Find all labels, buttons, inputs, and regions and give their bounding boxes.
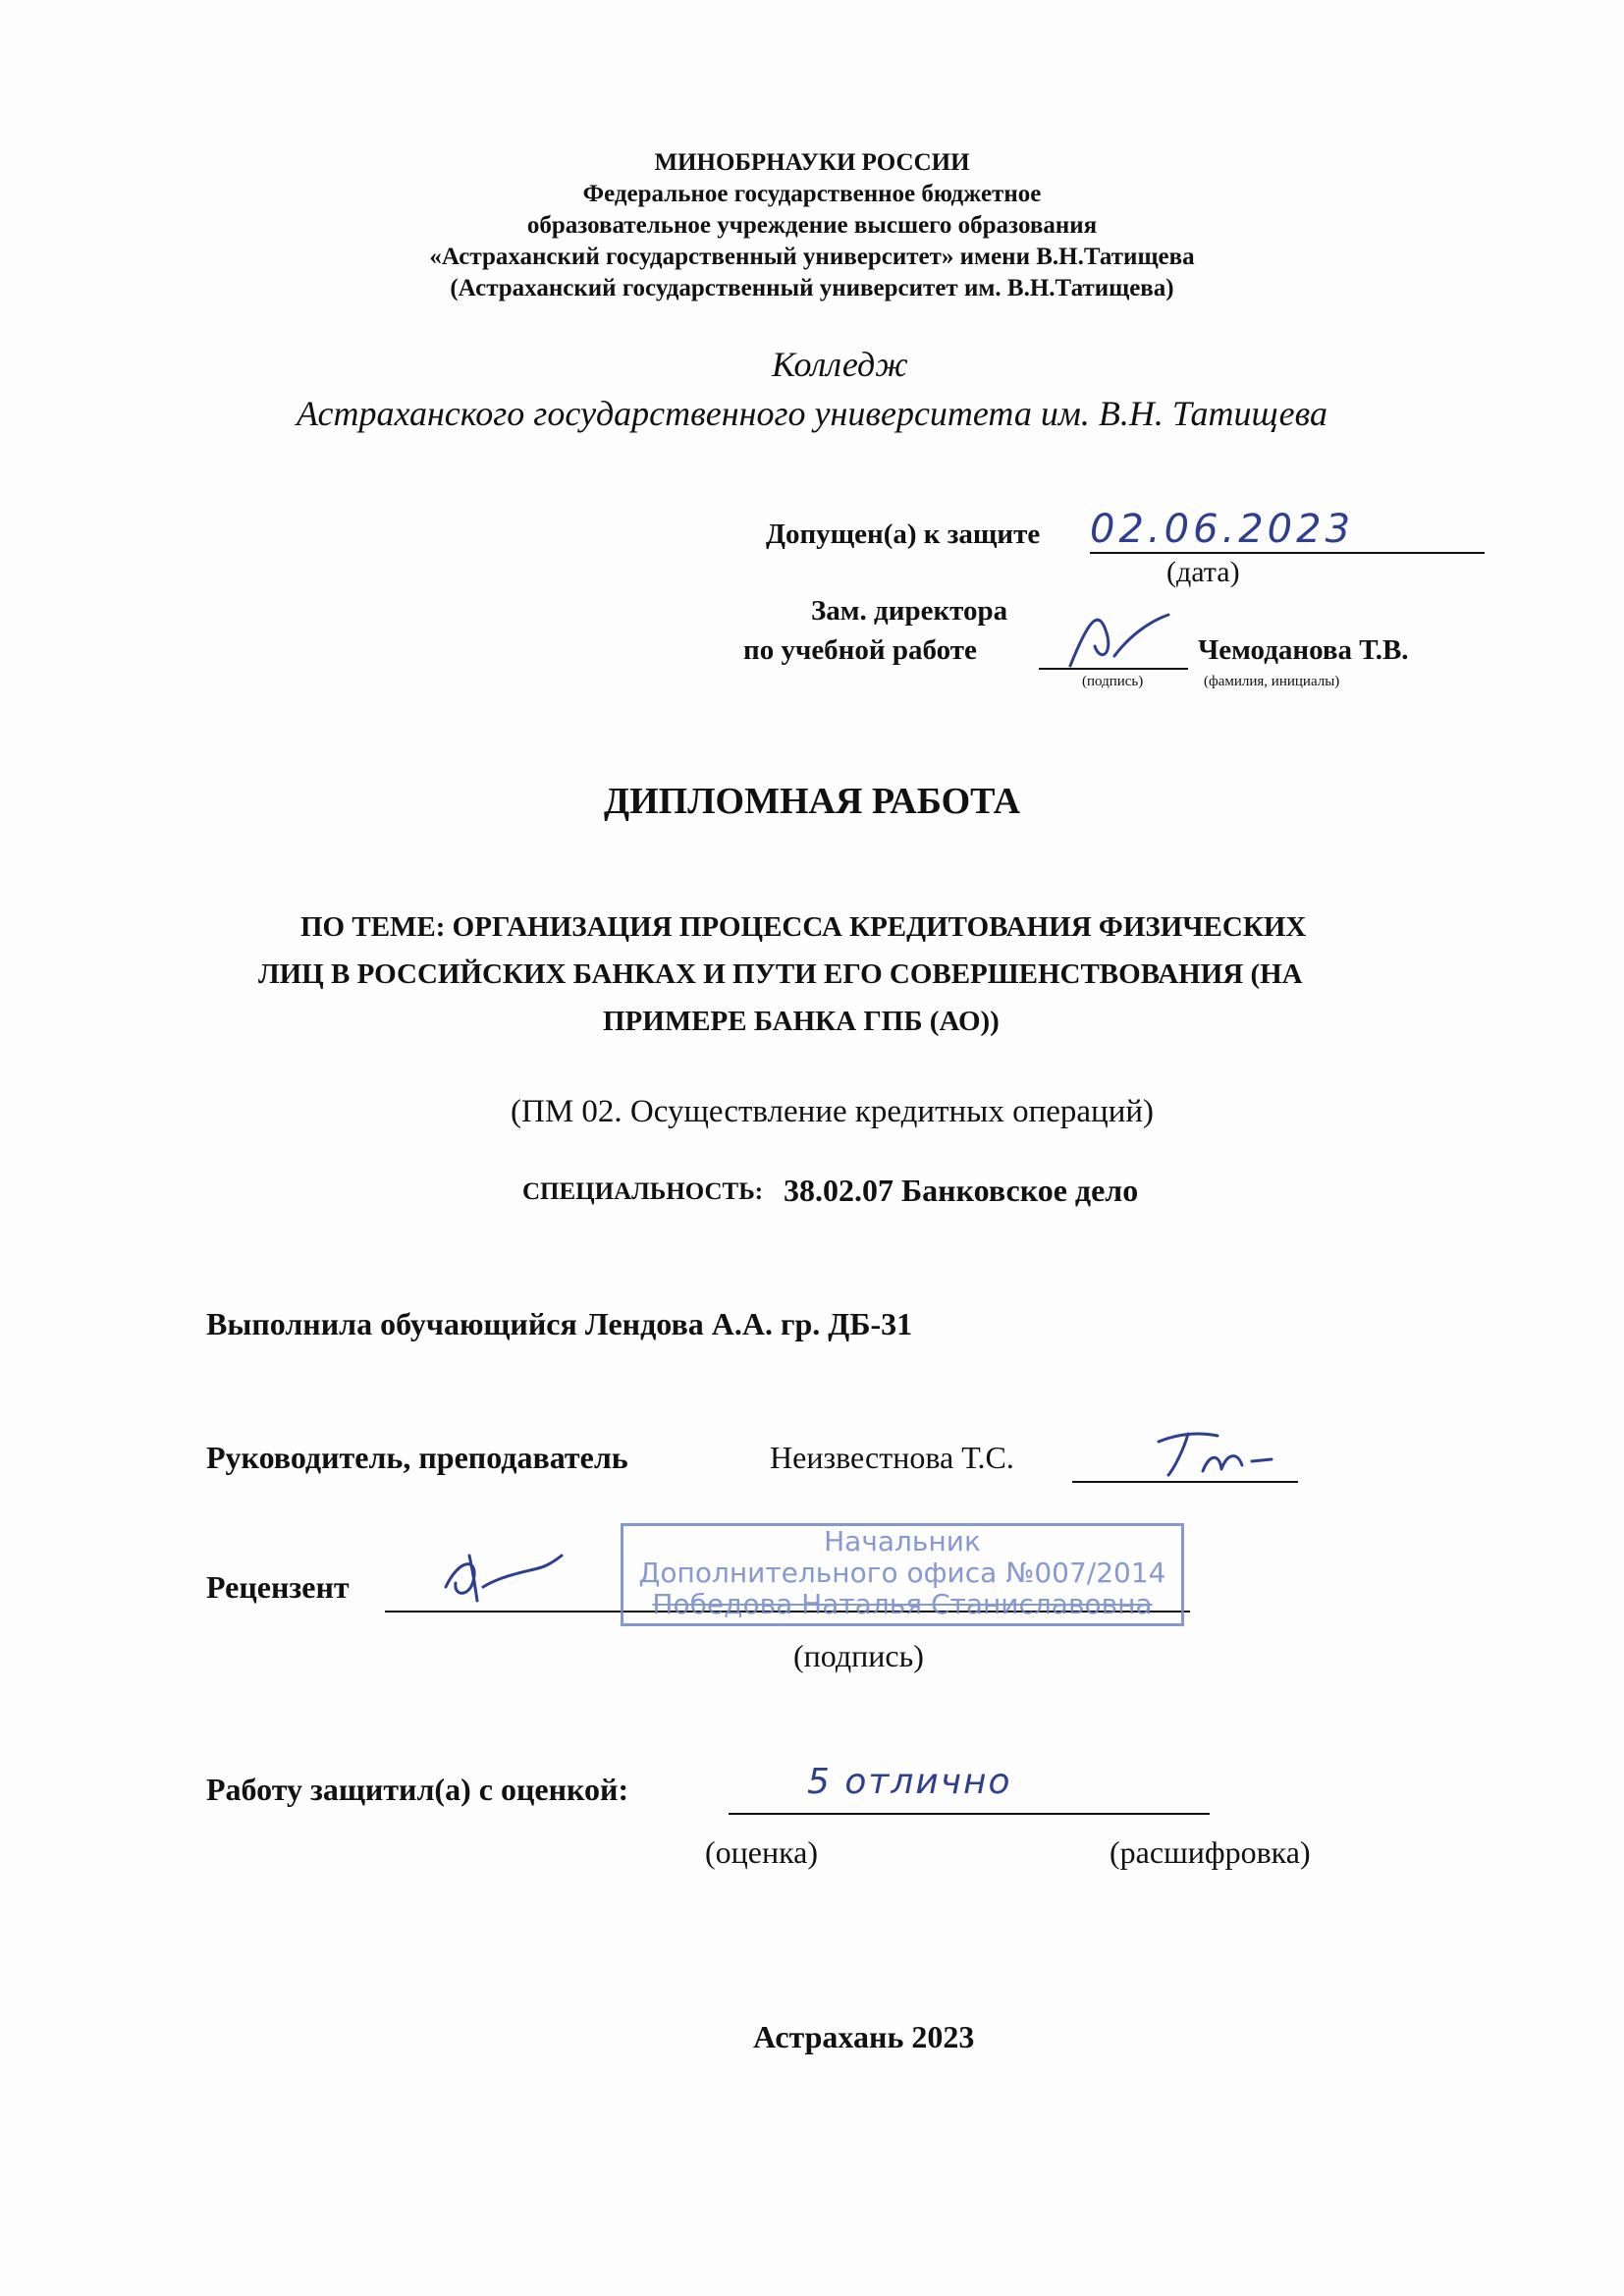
institution-type-line-2: образовательное учреждение высшего образования bbox=[526, 212, 1098, 239]
grade-line bbox=[729, 1813, 1210, 1815]
topic-line3: ПРИМЕРЕ БАНКА ГПБ (АО)) bbox=[603, 1006, 1000, 1037]
grade-caption: (оценка) bbox=[705, 1834, 819, 1870]
grade-handwritten: 5 отлично bbox=[807, 1762, 1012, 1802]
module-name: (ПМ 02. Осуществление кредитных операций) bbox=[511, 1094, 1155, 1129]
stamp-line1: Начальник bbox=[824, 1525, 981, 1558]
performer-line: Выполнила обучающийся Лендова А.А. гр. ДБ-31 bbox=[206, 1306, 913, 1341]
stamp-line3: Победова Наталья Станиславовна bbox=[652, 1588, 1153, 1620]
reviewer-label: Рецензент bbox=[206, 1569, 350, 1605]
reviewer-signature-icon bbox=[440, 1548, 568, 1607]
institution-type-line: Федеральное государственное бюджетное bbox=[582, 181, 1042, 207]
supervisor-label: Руководитель, преподаватель bbox=[206, 1440, 628, 1475]
university-name-line: «Астраханский государственный университет» имени В.Н.Татищева bbox=[429, 244, 1195, 270]
topic-line1: ПО ТЕМЕ: ОРГАНИЗАЦИЯ ПРОЦЕССА КРЕДИТОВАНИЯ ФИЗИЧЕСКИХ bbox=[300, 911, 1307, 943]
deputy-name-caption: (фамилия, инициалы) bbox=[1204, 674, 1340, 689]
deputy-signature-caption: (подпись) bbox=[1082, 674, 1144, 689]
college-label: Колледж bbox=[772, 345, 908, 384]
admission-label: Допущен(а) к защите bbox=[766, 519, 1041, 550]
reviewer-signature-caption: (подпись) bbox=[793, 1638, 924, 1673]
reviewer-stamp bbox=[621, 1523, 1184, 1626]
deputy-title-line1: Зам. директора bbox=[811, 595, 1008, 627]
ministry-line: МИНОБРНАУКИ РОССИИ bbox=[654, 149, 970, 176]
document-title: ДИПЛОМНАЯ РАБОТА bbox=[603, 781, 1021, 822]
grade-label: Работу защитил(а) с оценкой: bbox=[206, 1772, 629, 1807]
college-name: Астраханского государственного университета им. В.Н. Татищева bbox=[297, 394, 1327, 433]
deputy-title-line2: по учебной работе bbox=[743, 634, 977, 666]
deputy-signature-icon bbox=[1060, 607, 1178, 676]
city-year: Астрахань 2023 bbox=[753, 2019, 975, 2054]
supervisor-signature-icon bbox=[1149, 1424, 1276, 1483]
admission-date-caption: (дата) bbox=[1166, 556, 1240, 588]
topic-line2: ЛИЦ В РОССИЙСКИХ БАНКАХ И ПУТИ ЕГО СОВЕРШЕНСТВОВАНИЯ (НА bbox=[258, 958, 1303, 990]
university-short-name-line: (Астраханский государственный университет им. В.Н.Татищева) bbox=[450, 275, 1174, 301]
admission-date-handwritten: 02.06.2023 bbox=[1090, 507, 1355, 552]
specialty-value: 38.02.07 Банковское дело bbox=[784, 1173, 1139, 1208]
deputy-name: Чемоданова Т.В. bbox=[1198, 634, 1409, 666]
specialty-label: СПЕЦИАЛЬНОСТЬ: bbox=[522, 1178, 764, 1205]
admission-date-line bbox=[1090, 552, 1485, 554]
grade-decode-caption: (расшифровка) bbox=[1110, 1834, 1311, 1870]
stamp-line2: Дополнительного офиса №007/2014 bbox=[638, 1557, 1166, 1589]
supervisor-name: Неизвестнова Т.С. bbox=[770, 1440, 1014, 1475]
